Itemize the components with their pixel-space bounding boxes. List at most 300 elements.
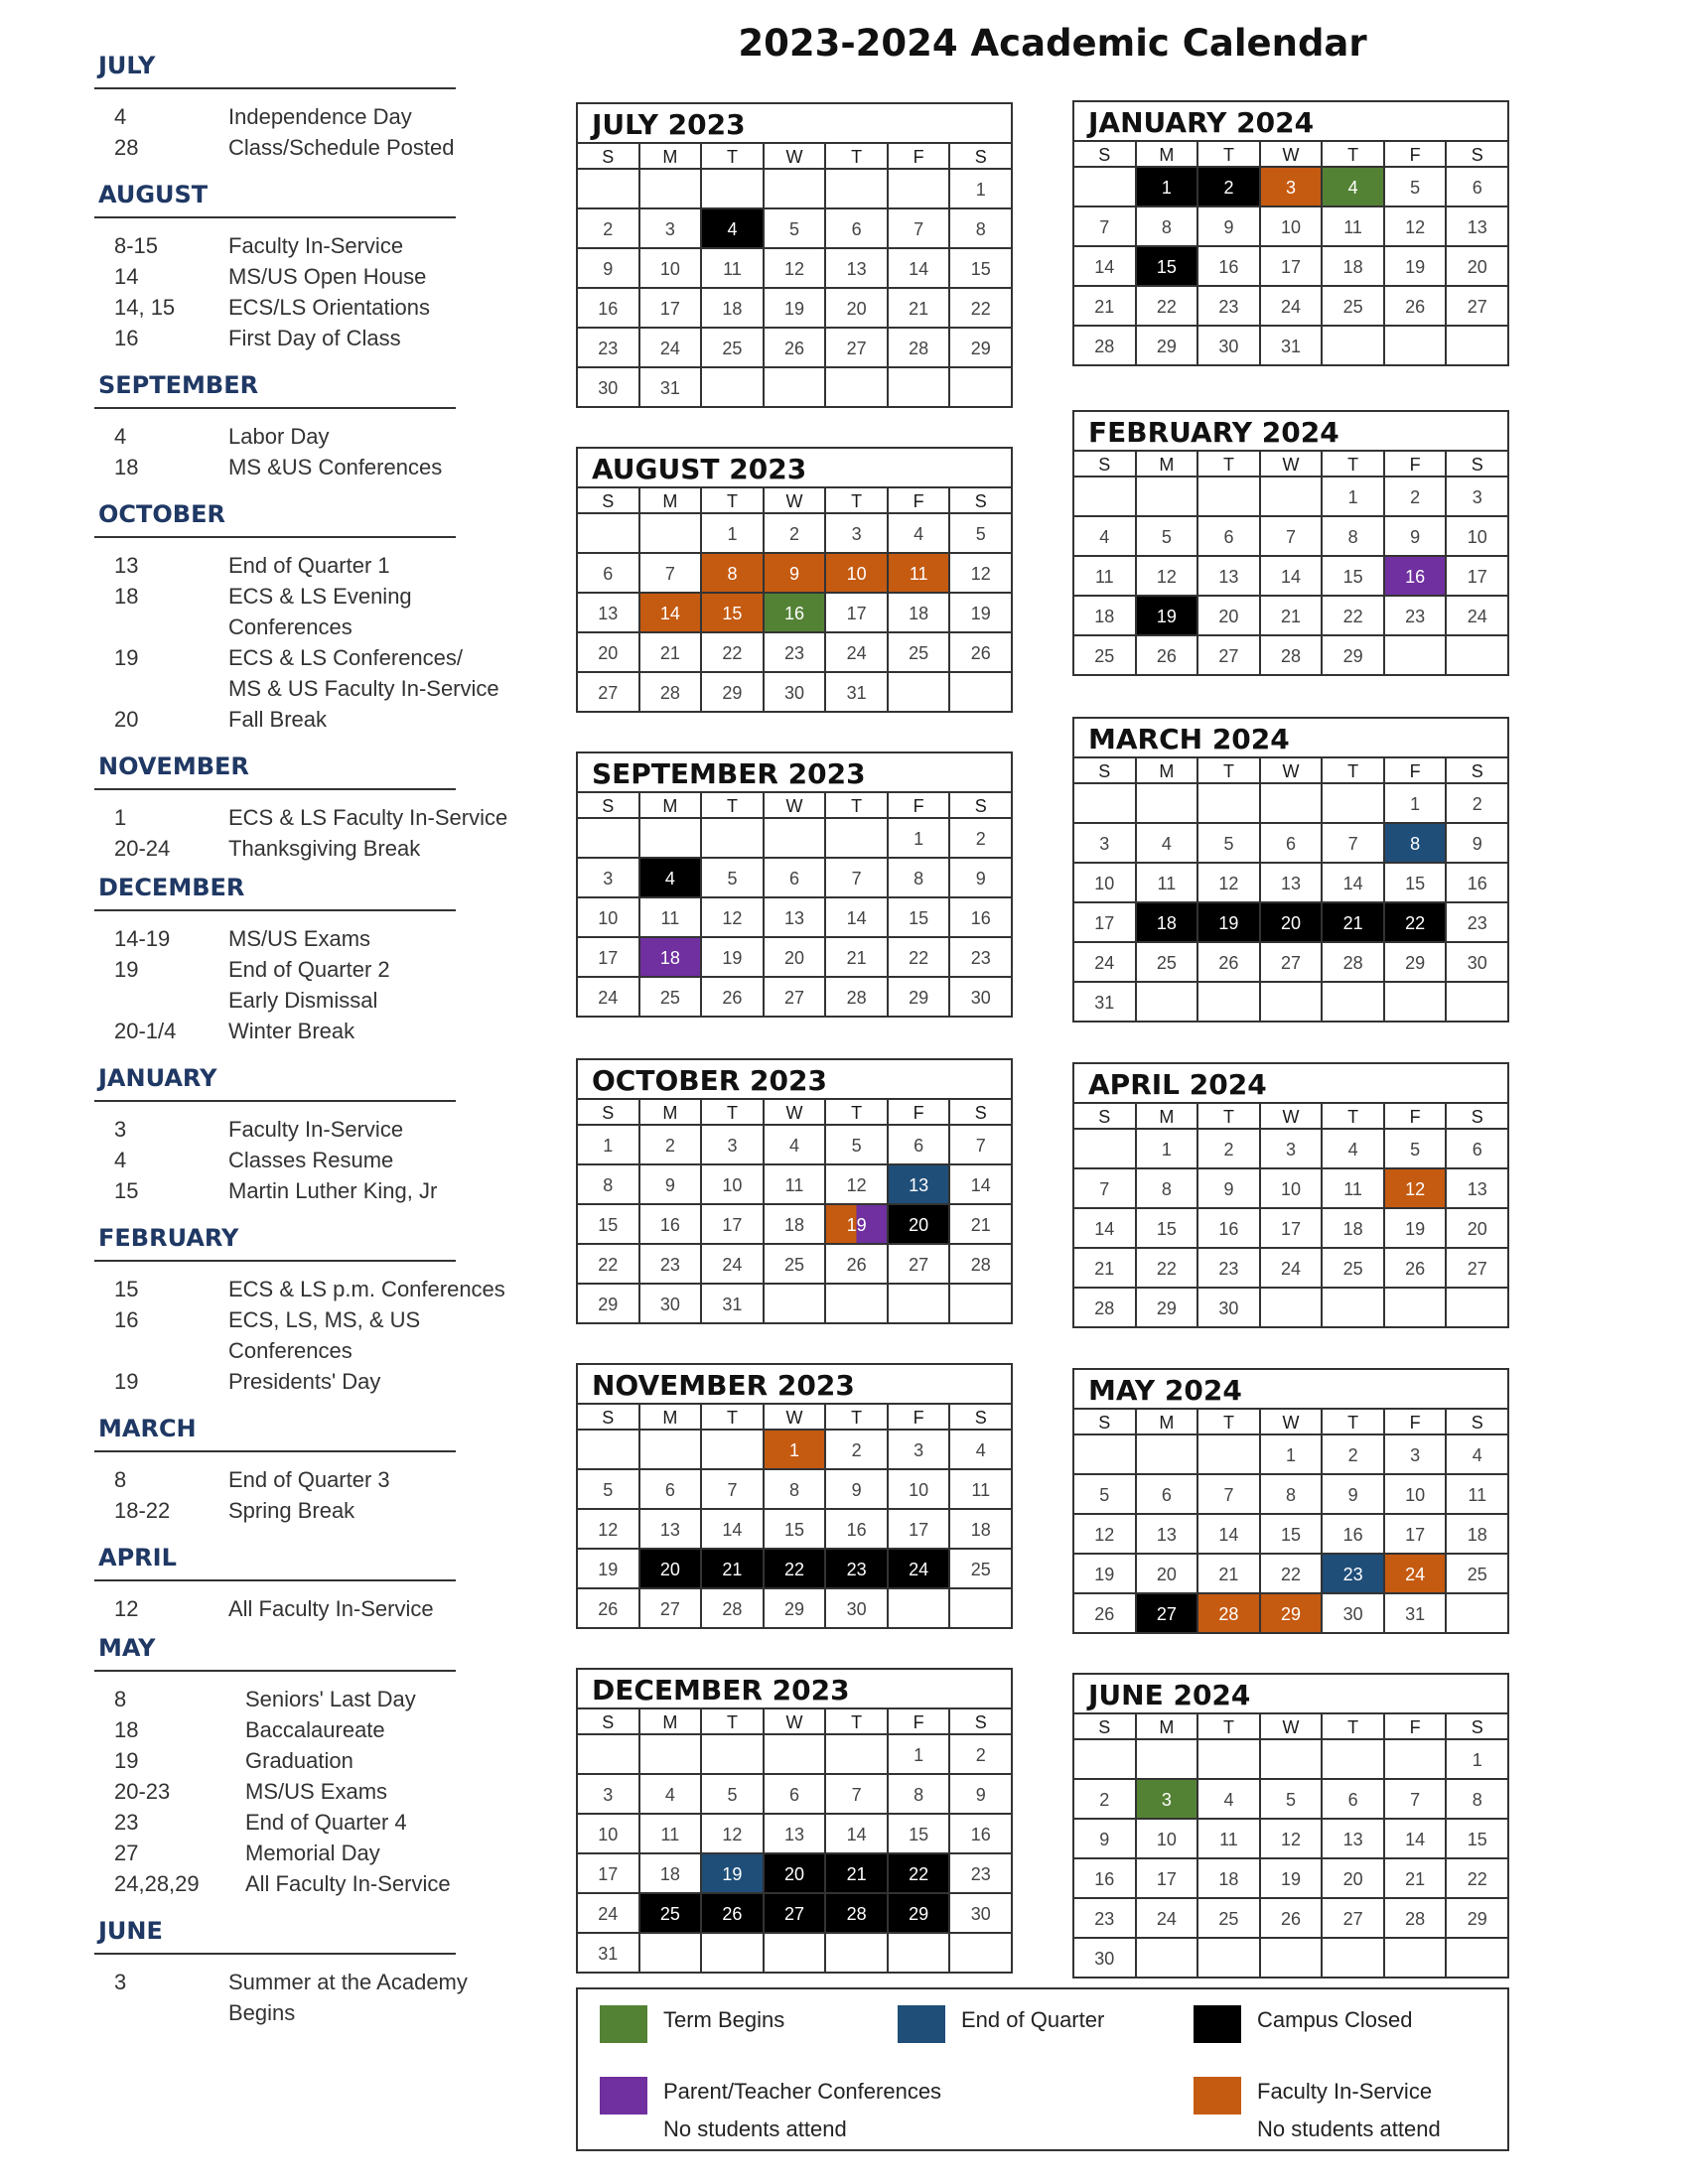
weekday-label: T bbox=[1196, 756, 1259, 782]
weekday-label: T bbox=[1196, 1102, 1259, 1128]
calendar-day: 13 bbox=[1445, 1167, 1507, 1207]
calendar-day: 25 bbox=[1196, 1897, 1259, 1937]
calendar-week bbox=[1074, 901, 1507, 941]
calendar-day bbox=[1383, 1937, 1446, 1977]
calendar-day: 15 bbox=[1445, 1818, 1507, 1857]
calendar-day: 27 bbox=[824, 327, 887, 366]
calendar-day: 29 bbox=[1135, 1287, 1197, 1326]
calendar-day: 2 bbox=[1321, 1433, 1383, 1473]
calendar-day: 9 bbox=[1321, 1473, 1383, 1513]
calendar-week bbox=[578, 631, 1011, 671]
calendar-week bbox=[1074, 782, 1507, 822]
event-date: 15 bbox=[114, 1178, 139, 1203]
calendar-day: 4 bbox=[1135, 822, 1197, 862]
calendar-day: 8 bbox=[1259, 1473, 1322, 1513]
calendar-day: 14 bbox=[700, 1508, 763, 1548]
calendar-day: 8 bbox=[1445, 1778, 1507, 1818]
calendar-day bbox=[700, 817, 763, 857]
calendar-day: 5 bbox=[1383, 1128, 1446, 1167]
calendar-day: 17 bbox=[824, 592, 887, 631]
event-row bbox=[94, 1114, 531, 1145]
calendar-day: 14 bbox=[824, 896, 887, 936]
calendar-day: 15 bbox=[1321, 555, 1383, 595]
event-row bbox=[94, 1838, 531, 1868]
calendar-day: 11 bbox=[763, 1163, 825, 1203]
calendar-day: 1 bbox=[887, 817, 949, 857]
calendar-week bbox=[1074, 1897, 1507, 1937]
calendar-day: 6 bbox=[824, 207, 887, 247]
calendar-day: 11 bbox=[1074, 555, 1135, 595]
calendar-day: 3 bbox=[1259, 1128, 1322, 1167]
calendar-day: 5 bbox=[700, 857, 763, 896]
event-month-heading: OCTOBER bbox=[94, 496, 456, 538]
calendar-day: 3 bbox=[1074, 822, 1135, 862]
calendar-day bbox=[638, 1932, 701, 1972]
calendar-week bbox=[1074, 1513, 1507, 1553]
calendar-week bbox=[578, 1548, 1011, 1587]
event-row bbox=[94, 1967, 531, 2028]
calendar-day bbox=[1445, 1287, 1507, 1326]
calendar-day: 21 bbox=[948, 1203, 1011, 1243]
calendar-day bbox=[948, 366, 1011, 406]
calendar-day bbox=[1383, 325, 1446, 364]
calendar-day: 19 bbox=[824, 1203, 887, 1243]
event-description: ECS & LS Conferences/ bbox=[228, 645, 464, 670]
calendar-week bbox=[578, 671, 1011, 711]
calendar-day: 13 bbox=[1135, 1513, 1197, 1553]
calendar-day: 10 bbox=[887, 1468, 949, 1508]
calendar-day: 2 bbox=[1196, 166, 1259, 205]
calendar-day: 11 bbox=[638, 1813, 701, 1852]
weekday-label: S bbox=[1074, 756, 1135, 782]
calendar-day bbox=[1321, 1937, 1383, 1977]
calendar-week bbox=[578, 247, 1011, 287]
calendar-day: 13 bbox=[1259, 862, 1322, 901]
weekday-label: T bbox=[700, 1707, 763, 1733]
calendar-day: 10 bbox=[1383, 1473, 1446, 1513]
calendar-day: 29 bbox=[700, 671, 763, 711]
calendar-week bbox=[1074, 1167, 1507, 1207]
calendar-day: 21 bbox=[1074, 285, 1135, 325]
calendar-day: 23 bbox=[1074, 1897, 1135, 1937]
events-october bbox=[94, 496, 531, 735]
calendar-day: 14 bbox=[824, 1813, 887, 1852]
calendar-day bbox=[948, 1283, 1011, 1322]
calendar-day bbox=[1383, 1738, 1446, 1778]
calendar-day bbox=[578, 168, 638, 207]
calendar-week bbox=[1074, 1592, 1507, 1632]
calendar-day: 7 bbox=[638, 552, 701, 592]
event-date: 3 bbox=[114, 1970, 127, 1994]
event-description: MS/US Open House bbox=[228, 264, 427, 289]
calendar-day: 9 bbox=[1196, 205, 1259, 245]
calendar-day: 18 bbox=[1135, 901, 1197, 941]
calendar-day: 16 bbox=[1383, 555, 1446, 595]
calendar-day bbox=[1259, 476, 1322, 515]
calendar-week bbox=[1074, 245, 1507, 285]
calendar-day bbox=[1135, 1738, 1197, 1778]
event-row bbox=[94, 1714, 531, 1745]
calendar-day: 24 bbox=[700, 1243, 763, 1283]
calendar-day: 31 bbox=[1074, 981, 1135, 1021]
weekday-label: M bbox=[638, 486, 701, 512]
calendar-day: 6 bbox=[887, 1124, 949, 1163]
calendar-day: 9 bbox=[948, 1773, 1011, 1813]
calendar-day: 27 bbox=[887, 1243, 949, 1283]
calendar-day: 13 bbox=[638, 1508, 701, 1548]
calendar-day: 26 bbox=[700, 1892, 763, 1932]
event-date: 8-15 bbox=[114, 233, 159, 258]
calendar-day: 20 bbox=[887, 1203, 949, 1243]
calendar-day: 28 bbox=[700, 1587, 763, 1627]
calendar-day: 21 bbox=[824, 1852, 887, 1892]
events-february bbox=[94, 1220, 531, 1397]
calendar-day bbox=[1445, 981, 1507, 1021]
weekday-label: S bbox=[1445, 1712, 1507, 1738]
calendar-day: 10 bbox=[824, 552, 887, 592]
event-row bbox=[94, 1495, 531, 1526]
event-month-heading: SEPTEMBER bbox=[94, 367, 456, 409]
calendar-day: 12 bbox=[1074, 1513, 1135, 1553]
calendar-day: 26 bbox=[948, 631, 1011, 671]
calendar-day: 22 bbox=[1321, 595, 1383, 634]
calendar-day: 24 bbox=[1074, 941, 1135, 981]
weekday-label: T bbox=[1196, 140, 1259, 166]
weekday-label: T bbox=[700, 1098, 763, 1124]
calendar-day: 30 bbox=[948, 1892, 1011, 1932]
event-date: 4 bbox=[114, 424, 127, 449]
calendar-day: 12 bbox=[1259, 1818, 1322, 1857]
calendar-day: 31 bbox=[1259, 325, 1322, 364]
calendar-day: 22 bbox=[763, 1548, 825, 1587]
calendar-day: 28 bbox=[824, 976, 887, 1016]
calendar-day: 28 bbox=[1074, 1287, 1135, 1326]
calendar-day: 21 bbox=[1321, 901, 1383, 941]
calendar-day: 2 bbox=[948, 817, 1011, 857]
calendar-day: 10 bbox=[1259, 1167, 1322, 1207]
calendar-day bbox=[763, 817, 825, 857]
calendar-week bbox=[1074, 1128, 1507, 1167]
weekday-label: M bbox=[638, 1403, 701, 1429]
conferences-swatch bbox=[600, 2077, 647, 2115]
calendar-day: 1 bbox=[1383, 782, 1446, 822]
calendar-day: 17 bbox=[638, 287, 701, 327]
calendar-day: 20 bbox=[1259, 901, 1322, 941]
calendar-day bbox=[948, 1932, 1011, 1972]
weekday-label: T bbox=[700, 791, 763, 817]
calendar-day bbox=[1074, 782, 1135, 822]
page-title: 2023-2024 Academic Calendar bbox=[738, 22, 1367, 65]
event-row bbox=[94, 1868, 531, 1899]
weekday-label: M bbox=[638, 1098, 701, 1124]
calendar-day: 12 bbox=[700, 1813, 763, 1852]
calendar-day bbox=[1383, 1287, 1446, 1326]
calendar-day bbox=[763, 1283, 825, 1322]
events-april bbox=[94, 1540, 531, 1624]
event-row bbox=[94, 323, 531, 353]
calendar-day bbox=[763, 1733, 825, 1773]
calendar-week bbox=[578, 1243, 1011, 1283]
weekday-label: W bbox=[1259, 140, 1322, 166]
calendar-day: 16 bbox=[578, 287, 638, 327]
calendar-title: OCTOBER 2023 bbox=[592, 1064, 827, 1097]
calendar-day bbox=[1445, 1592, 1507, 1632]
calendar-day: 25 bbox=[1074, 634, 1135, 674]
event-row bbox=[94, 421, 531, 452]
calendar-week bbox=[578, 1124, 1011, 1163]
calendar-day: 2 bbox=[578, 207, 638, 247]
calendar-day: 22 bbox=[1135, 1247, 1197, 1287]
event-description: Graduation bbox=[245, 1748, 353, 1773]
calendar-day: 30 bbox=[1445, 941, 1507, 981]
calendar-day: 29 bbox=[1383, 941, 1446, 981]
weekday-label: T bbox=[1321, 1102, 1383, 1128]
event-description: Classes Resume bbox=[228, 1148, 394, 1172]
calendar-week bbox=[1074, 981, 1507, 1021]
calendar-day: 9 bbox=[948, 857, 1011, 896]
calendar-day: 8 bbox=[1321, 515, 1383, 555]
calendar-day: 28 bbox=[1259, 634, 1322, 674]
calendar-day: 27 bbox=[578, 671, 638, 711]
calendar-day: 27 bbox=[1259, 941, 1322, 981]
event-row bbox=[94, 1145, 531, 1175]
event-row bbox=[94, 230, 531, 261]
calendar-day: 18 bbox=[1074, 595, 1135, 634]
calendar-day bbox=[1196, 1738, 1259, 1778]
event-date: 14 bbox=[114, 264, 139, 289]
event-row bbox=[94, 923, 531, 954]
calendar-week bbox=[578, 512, 1011, 552]
legend-term-begins bbox=[600, 2005, 784, 2043]
calendar-august-2023 bbox=[576, 447, 1013, 713]
calendar-day: 21 bbox=[700, 1548, 763, 1587]
calendar-day: 15 bbox=[1259, 1513, 1322, 1553]
weekday-label: M bbox=[1135, 756, 1197, 782]
calendar-day: 25 bbox=[763, 1243, 825, 1283]
event-month-heading: JULY bbox=[94, 48, 456, 89]
event-description: Memorial Day bbox=[245, 1841, 380, 1865]
calendar-day: 14 bbox=[1321, 862, 1383, 901]
calendar-week bbox=[578, 287, 1011, 327]
calendar-day: 18 bbox=[887, 592, 949, 631]
calendar-day: 12 bbox=[700, 896, 763, 936]
calendar-day: 26 bbox=[824, 1243, 887, 1283]
calendar-day: 11 bbox=[700, 247, 763, 287]
calendar-day: 28 bbox=[887, 327, 949, 366]
calendar-week bbox=[578, 207, 1011, 247]
calendar-week bbox=[578, 1468, 1011, 1508]
calendar-week bbox=[578, 168, 1011, 207]
calendar-day: 15 bbox=[578, 1203, 638, 1243]
calendar-week bbox=[578, 1852, 1011, 1892]
weekday-header bbox=[1074, 1712, 1507, 1738]
legend-conferences bbox=[600, 2077, 941, 2144]
events-july bbox=[94, 48, 531, 163]
calendar-day bbox=[824, 168, 887, 207]
weekday-label: M bbox=[1135, 140, 1197, 166]
event-description: Faculty In-Service bbox=[228, 1117, 404, 1142]
calendar-day: 24 bbox=[887, 1548, 949, 1587]
calendar-week bbox=[578, 896, 1011, 936]
calendar-week bbox=[578, 936, 1011, 976]
calendar-day: 14 bbox=[1074, 1207, 1135, 1247]
calendar-february-2024 bbox=[1072, 410, 1509, 676]
event-row bbox=[94, 704, 531, 735]
event-date: 13 bbox=[114, 553, 139, 578]
calendar-day bbox=[1259, 1738, 1322, 1778]
calendar-day: 24 bbox=[1445, 595, 1507, 634]
calendar-day: 13 bbox=[824, 247, 887, 287]
calendar-day: 24 bbox=[824, 631, 887, 671]
calendar-day: 23 bbox=[948, 1852, 1011, 1892]
event-row bbox=[94, 673, 531, 704]
calendar-day: 26 bbox=[578, 1587, 638, 1627]
calendar-day: 2 bbox=[1383, 476, 1446, 515]
event-description: Spring Break bbox=[228, 1498, 355, 1523]
weekday-label: S bbox=[1445, 1408, 1507, 1433]
event-description: Thanksgiving Break bbox=[228, 836, 421, 861]
calendar-day: 21 bbox=[887, 287, 949, 327]
calendar-day: 26 bbox=[1074, 1592, 1135, 1632]
event-month-heading: MARCH bbox=[94, 1411, 456, 1452]
event-date: 24,28,29 bbox=[114, 1871, 200, 1896]
calendar-title: JANUARY 2024 bbox=[1088, 106, 1315, 139]
calendar-day bbox=[1135, 1937, 1197, 1977]
calendar-day: 18 bbox=[1445, 1513, 1507, 1553]
calendar-day bbox=[638, 168, 701, 207]
calendar-day: 29 bbox=[578, 1283, 638, 1322]
event-row bbox=[94, 1776, 531, 1807]
weekday-header bbox=[578, 486, 1011, 512]
calendar-day: 28 bbox=[638, 671, 701, 711]
legend-inservice-note: No students attend bbox=[1257, 2116, 1441, 2141]
calendar-day: 22 bbox=[700, 631, 763, 671]
event-date: 12 bbox=[114, 1596, 139, 1621]
event-date: 14, 15 bbox=[114, 295, 176, 320]
calendar-day: 1 bbox=[1321, 476, 1383, 515]
calendar-day: 26 bbox=[1383, 285, 1446, 325]
calendar-day bbox=[948, 671, 1011, 711]
event-description: Presidents' Day bbox=[228, 1369, 381, 1394]
calendar-day bbox=[700, 1429, 763, 1468]
weekday-label: W bbox=[1259, 1102, 1322, 1128]
weekday-label: S bbox=[948, 1707, 1011, 1733]
event-row bbox=[94, 642, 531, 673]
weekday-label: T bbox=[824, 1707, 887, 1733]
calendar-day: 19 bbox=[1383, 245, 1446, 285]
calendar-day: 26 bbox=[1383, 1247, 1446, 1287]
calendar-title: AUGUST 2023 bbox=[592, 453, 807, 485]
weekday-label: S bbox=[948, 1403, 1011, 1429]
calendar-day: 15 bbox=[1135, 1207, 1197, 1247]
weekday-label: S bbox=[578, 142, 638, 168]
calendar-day: 3 bbox=[578, 857, 638, 896]
calendar-day: 4 bbox=[763, 1124, 825, 1163]
weekday-label: S bbox=[1445, 140, 1507, 166]
calendar-day: 5 bbox=[824, 1124, 887, 1163]
calendar-day: 4 bbox=[887, 512, 949, 552]
event-description: MS & US Faculty In-Service bbox=[228, 676, 499, 701]
calendar-day: 23 bbox=[1196, 285, 1259, 325]
weekday-label: F bbox=[1383, 1712, 1446, 1738]
calendar-day: 4 bbox=[700, 207, 763, 247]
calendar-day: 23 bbox=[948, 936, 1011, 976]
event-row bbox=[94, 1684, 531, 1714]
calendar-day bbox=[1321, 782, 1383, 822]
calendar-day: 6 bbox=[1196, 515, 1259, 555]
calendar-day: 20 bbox=[1445, 245, 1507, 285]
calendar-day: 11 bbox=[887, 552, 949, 592]
legend bbox=[576, 1987, 1509, 2151]
calendar-day bbox=[824, 1283, 887, 1322]
event-month-heading: FEBRUARY bbox=[94, 1220, 456, 1262]
calendar-week bbox=[578, 1813, 1011, 1852]
event-date: 8 bbox=[114, 1687, 127, 1711]
calendar-week bbox=[1074, 1247, 1507, 1287]
calendar-day: 10 bbox=[638, 247, 701, 287]
calendar-day: 24 bbox=[1259, 1247, 1322, 1287]
weekday-header bbox=[578, 1707, 1011, 1733]
calendar-day: 2 bbox=[948, 1733, 1011, 1773]
calendar-day: 5 bbox=[578, 1468, 638, 1508]
calendar-week bbox=[1074, 1207, 1507, 1247]
calendar-day: 27 bbox=[1321, 1897, 1383, 1937]
calendar-day: 16 bbox=[1321, 1513, 1383, 1553]
calendar-day: 2 bbox=[638, 1124, 701, 1163]
calendar-day: 25 bbox=[1445, 1553, 1507, 1592]
calendar-week bbox=[1074, 1937, 1507, 1977]
calendar-day: 22 bbox=[1383, 901, 1446, 941]
calendar-week bbox=[1074, 1287, 1507, 1326]
calendar-day: 24 bbox=[578, 976, 638, 1016]
calendar-day: 7 bbox=[1074, 1167, 1135, 1207]
calendar-day bbox=[1135, 981, 1197, 1021]
weekday-label: T bbox=[1321, 756, 1383, 782]
calendar-day: 20 bbox=[1321, 1857, 1383, 1897]
weekday-label: F bbox=[887, 1403, 949, 1429]
event-row bbox=[94, 612, 531, 642]
calendar-day: 2 bbox=[1445, 782, 1507, 822]
calendar-november-2023 bbox=[576, 1363, 1013, 1629]
weekday-label: T bbox=[1321, 450, 1383, 476]
calendar-week bbox=[578, 1429, 1011, 1468]
calendar-day bbox=[1445, 634, 1507, 674]
calendar-day: 3 bbox=[824, 512, 887, 552]
weekday-label: S bbox=[578, 1707, 638, 1733]
calendar-day: 12 bbox=[1196, 862, 1259, 901]
calendar-day: 29 bbox=[1445, 1897, 1507, 1937]
events-june bbox=[94, 1913, 531, 2028]
legend-closed-label: Campus Closed bbox=[1257, 2007, 1413, 2032]
calendar-day: 10 bbox=[1445, 515, 1507, 555]
calendar-day: 21 bbox=[1383, 1857, 1446, 1897]
calendar-day: 3 bbox=[1259, 166, 1322, 205]
calendar-day: 30 bbox=[948, 976, 1011, 1016]
calendar-day: 18 bbox=[638, 936, 701, 976]
event-description: All Faculty In-Service bbox=[245, 1871, 451, 1896]
weekday-label: S bbox=[1445, 450, 1507, 476]
campus-closed-swatch bbox=[1194, 2005, 1241, 2043]
weekday-label: W bbox=[763, 142, 825, 168]
weekday-label: W bbox=[1259, 1408, 1322, 1433]
weekday-label: T bbox=[824, 1098, 887, 1124]
calendar-day: 25 bbox=[638, 1892, 701, 1932]
weekday-label: S bbox=[948, 142, 1011, 168]
weekday-label: W bbox=[763, 486, 825, 512]
calendar-day: 3 bbox=[1445, 476, 1507, 515]
calendar-day: 20 bbox=[638, 1548, 701, 1587]
calendar-title: MAY 2024 bbox=[1088, 1374, 1242, 1407]
